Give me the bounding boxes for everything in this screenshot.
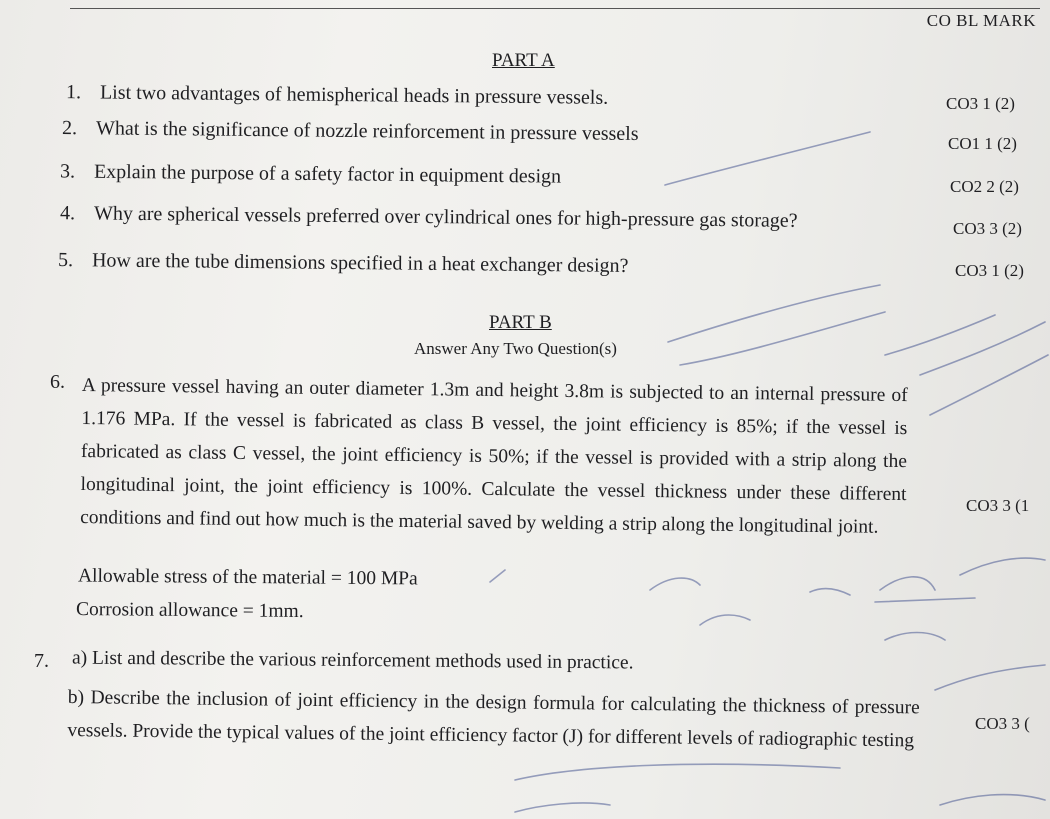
- part-b-instruction: Answer Any Two Question(s): [414, 339, 617, 358]
- question-2-co: CO1 1 (2): [948, 134, 1017, 153]
- question-number: 2.: [61, 116, 78, 140]
- question-text: What is the significance of nozzle reinforcement in pressure vessels: [95, 117, 639, 146]
- question-text: List two advantages of hemispherical heads in pressure vessels.: [99, 81, 609, 109]
- question-1-co: CO3 1 (2): [946, 94, 1015, 113]
- question-7-number: 7.: [34, 650, 49, 672]
- question-text: How are the tube dimensions specified in a heat exchanger design?: [91, 249, 629, 277]
- question-text: Why are spherical vessels preferred over cylindrical ones for high-pressure gas storage?: [93, 202, 798, 232]
- question-number: 3.: [59, 160, 76, 183]
- question-4-co: CO3 3 (2): [953, 219, 1022, 238]
- question-number: 5.: [57, 249, 74, 272]
- question-6-co: CO3 3 (1: [966, 496, 1030, 515]
- question-number: 4.: [59, 202, 76, 225]
- question-7-co: CO3 3 (: [975, 714, 1030, 733]
- question-7a: a) List and describe the various reinforcement methods used in practice.: [71, 647, 634, 674]
- question-6-number: 6.: [50, 371, 65, 393]
- corrosion-allowance: Corrosion allowance = 1mm.: [75, 599, 304, 622]
- question-text: Explain the purpose of a safety factor in equipment design: [93, 160, 562, 188]
- column-header: CO BL MARK: [926, 11, 1036, 30]
- allowable-stress: Allowable stress of the material = 100 MPa: [77, 565, 418, 590]
- part-a-title: PART A: [492, 50, 555, 71]
- question-5-co: CO3 1 (2): [955, 261, 1024, 280]
- question-6-text: A pressure vessel having an outer diameter 1.3m and height 3.8m is subjected to an internal pressure of 1.176 MPa. If the vessel is fabricated as class B vessel, the joint efficiency is 85%; if the vessel is fabricated as class C vessel, the joint efficiency is 50%; if the vessel is provided with a strip along the longitudinal joint, the joint efficiency is 100%. Calculate the vessel thickness under these different conditions and find out how much is the material saved by welding a strip along the longitudinal joint.: [80, 374, 908, 538]
- part-b-title: PART B: [489, 312, 552, 333]
- question-number: 1.: [65, 81, 82, 104]
- question-7b: b) Describe the inclusion of joint efficiency in the design formula for calculating the thickness of pressure vessels. Provide the typical values of the joint efficiency factor (J) for different levels of radiographic testing: [67, 686, 920, 752]
- question-3-co: CO2 2 (2): [950, 177, 1019, 196]
